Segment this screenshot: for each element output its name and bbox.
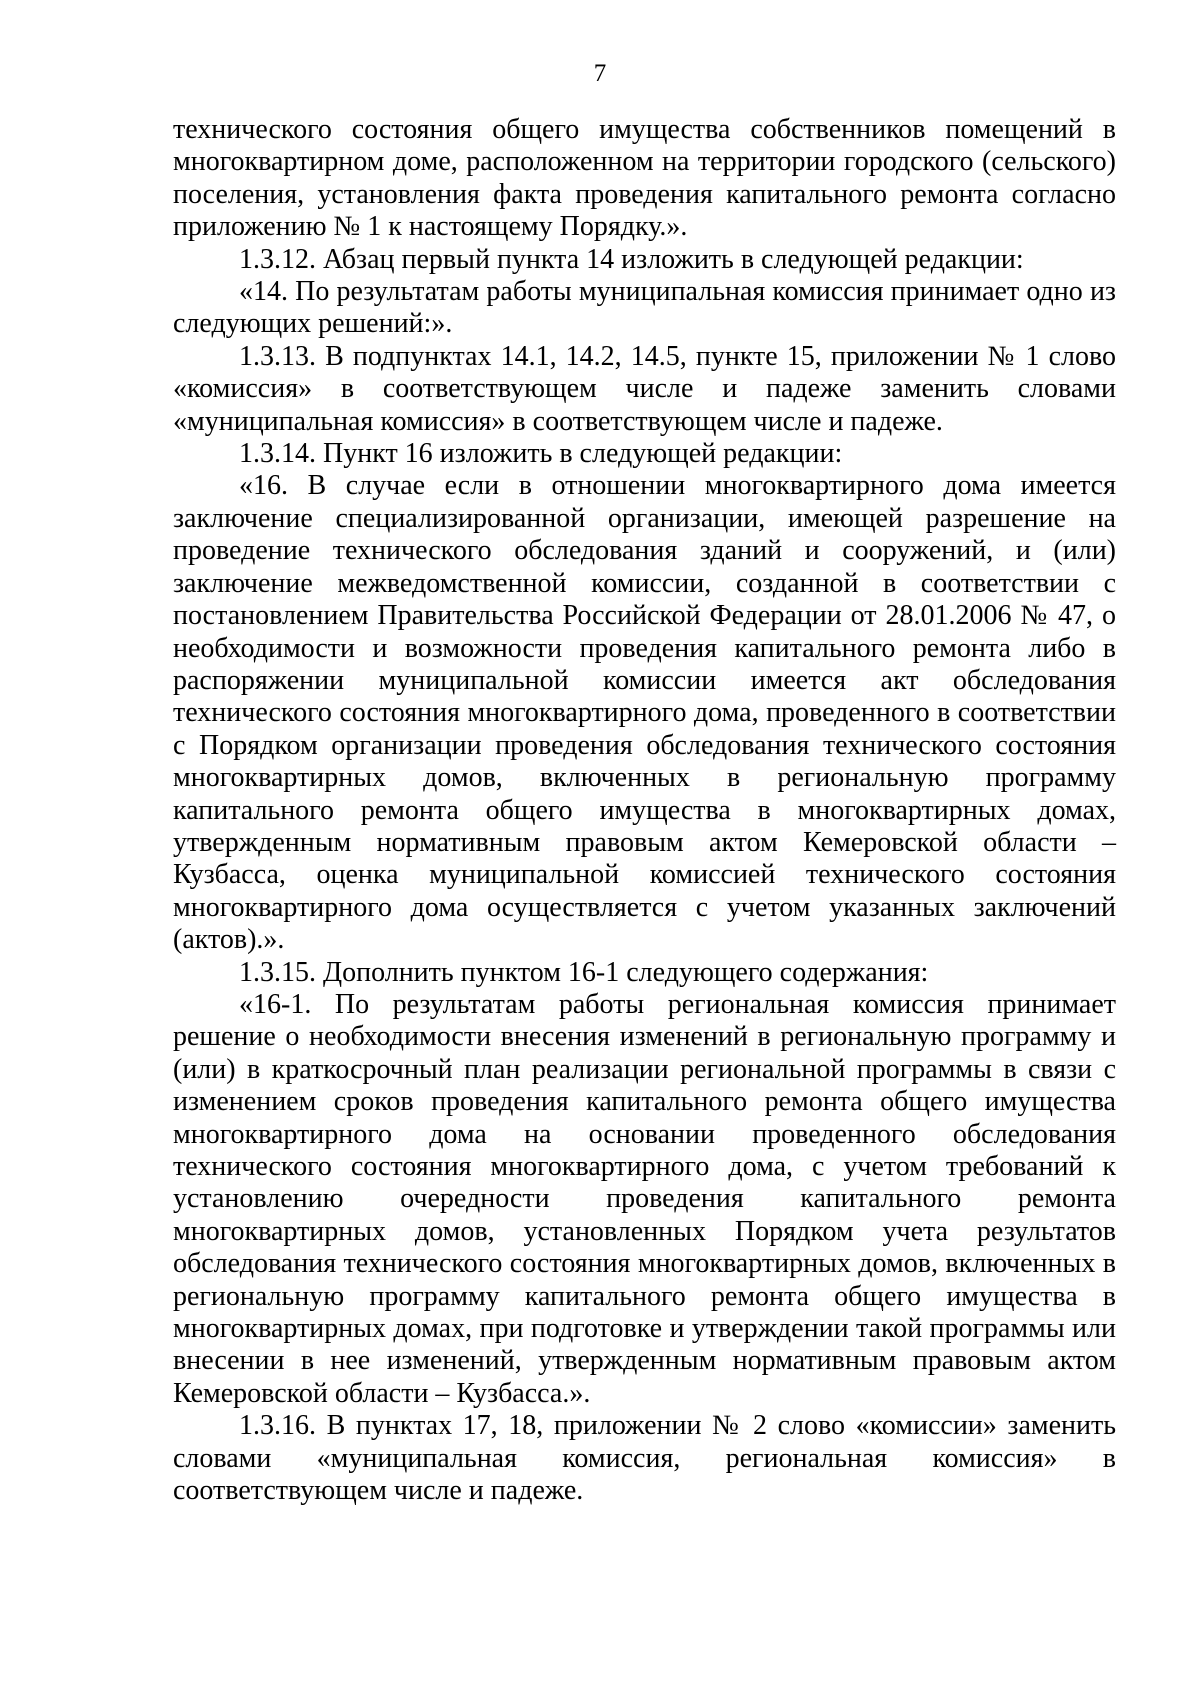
paragraph: 1.3.16. В пунктах 17, 18, приложении № 2 слово «комиссии» заменить словами «муниципальная комиссия, региональная комиссия» в соответствующем числе и падеже.	[173, 1410, 1116, 1507]
paragraph: «14. По результатам работы муниципальная комиссия принимает одно из следующих решений:».	[173, 276, 1116, 340]
page-number: 7	[593, 60, 607, 87]
paragraph: «16. В случае если в отношении многоквартирного дома имеется заключение специализированной организации, имеющей разрешение на проведение технического обследования зданий и сооружений, и (или) заключение межведомственной комиссии, созданной в соответствии с постановлением Правительства Российской Федерации от 28.01.2006 № 47, о необходимости и возможности проведения капитального ремонта либо в распоряжении муниципальной комиссии имеется акт обследования технического состояния многоквартирного дома, проведенного в соответствии с Порядком организации проведения обследования технического состояния многоквартирных домов, включенных в региональную программу капитального ремонта общего имущества в многоквартирных домах, утвержденным нормативным правовым актом Кемеровской области – Кузбасса, оценка муниципальной комиссией технического состояния многоквартирного дома осуществляется с учетом указанных заключений (актов).».	[173, 470, 1116, 956]
document-body	[173, 114, 1116, 1507]
paragraph: 1.3.15. Дополнить пунктом 16-1 следующего содержания:	[239, 956, 929, 988]
paragraph: 1.3.14. Пункт 16 изложить в следующей редакции:	[239, 438, 843, 470]
paragraph: 1.3.13. В подпунктах 14.1, 14.2, 14.5, пункте 15, приложении № 1 слово «комиссия» в соответствующем числе и падеже заменить словами «муниципальная комиссия» в соответствующем числе и падеже.	[173, 340, 1116, 437]
paragraph: 1.3.12. Абзац первый пункта 14 изложить в следующей редакции:	[239, 243, 1024, 275]
paragraph: «16-1. По результатам работы региональная комиссия принимает решение о необходимости внесения изменений в региональную программу и (или) в краткосрочный план реализации региональной программы в связи с изменением сроков проведения капитального ремонта общего имущества многоквартирного дома на основании проведенного обследования технического состояния многоквартирного дома, с учетом требований к установлению очередности проведения капитального ремонта многоквартирных домов, установленных Порядком учета результатов обследования технического состояния многоквартирных домов, включенных в региональную программу капитального ремонта общего имущества в многоквартирных домах, при подготовке и утверждении такой программы или внесении в нее изменений, утвержденным нормативным правовым актом Кемеровской области – Кузбасса.».	[173, 988, 1116, 1409]
paragraph: технического состояния общего имущества собственников помещений в многоквартирном доме, расположенном на территории городского (сельского) поселения, установления факта проведения капитального ремонта согласно приложению № 1 к настоящему Порядку.».	[173, 114, 1116, 243]
